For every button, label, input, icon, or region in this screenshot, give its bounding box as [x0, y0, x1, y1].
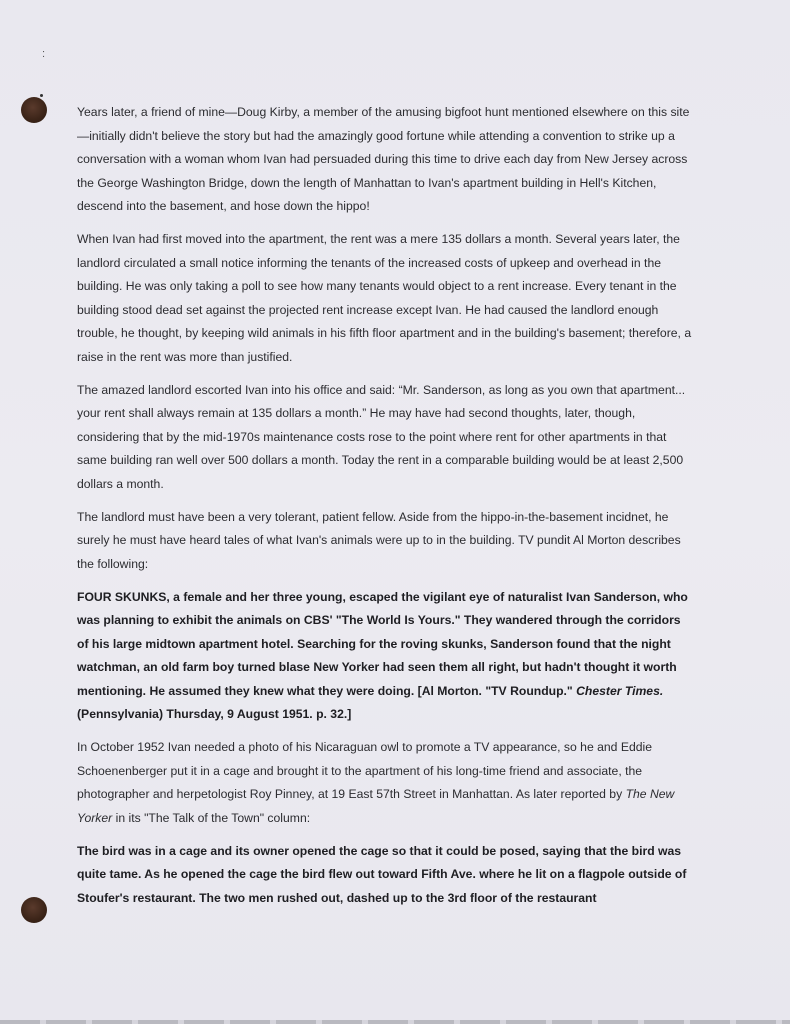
paragraph-doug-kirby: Years later, a friend of mine—Doug Kirby, a member of the amusing bigfoot hunt mentioned elsewhere on this site—initially didn't believe the story but had the amazingly good fortune while attending a convention to strike up a conversation with a woman whom Ivan had persuaded during this time to drive each day from New Jersey across the George Washington Bridge, down the length of Manhattan to Ivan's apartment building in Hell's Kitchen, descend into the basement, and hose down the hippo! [77, 105, 690, 213]
punch-hole-top [21, 97, 47, 123]
paragraph-owl-before: In October 1952 Ivan needed a photo of his Nicaraguan owl to promote a TV appearance, so he and Eddie Schoenenberger put it in a cage and brought it to the apartment of his long-time friend and associate, the photographer and herpetologist Roy Pinney, at 19 East 57th Street in Manhattan. As later reported by [77, 740, 653, 801]
stray-mark: : [42, 48, 46, 60]
quote-four-skunks-text: FOUR SKUNKS, a female and her three young, escaped the vigilant eye of naturalist Ivan Sanderson, who was planning to exhibit the animals on CBS' "The World Is Yours." They wandered through the corridors of his large midtown apartment hotel. Searching for the roving skunks, Sanderson found that the night watchman, an old farm boy turned blase New Yorker had seen them all right, but hadn't thought it worth mentioning. He assumed they knew what they were doing. [Al Morton. "TV Roundup." [77, 589, 688, 698]
page-bottom-edge [0, 1020, 790, 1024]
paragraph-owl [77, 736, 692, 830]
quote-source-italic: Chester Times. [576, 683, 664, 698]
paragraph-landlord: The amazed landlord escorted Ivan into his office and said: “Mr. Sanderson, as long as you own that apartment... your rent shall always remain at 135 dollars a month.” He may have had second thoughts, later, though, considering that by the mid-1970s maintenance costs rose to the point where rent for other apartments in that same building ran well over 500 dollars a month. Today the rent in a comparable building would be at least 2,500 dollars a month. [77, 382, 686, 491]
quote-four-skunks [77, 586, 692, 727]
quote-bird: The bird was in a cage and its owner opened the cage so that it could be posed, saying that the bird was quite tame. As he opened the cage the bird flew out toward Fifth Ave. where he lit on a flagpole outside of Stoufer's restaurant. The two men rushed out, dashed up to the 3rd floor of the restaurant [77, 843, 687, 905]
paragraph-tolerant-landlord: The landlord must have been a very tolerant, patient fellow. Aside from the hippo-in-the-basement incidnet, he surely he must have heard tales of what Ivan's animals were up to in the building. TV pundit Al Morton describes the following: [77, 509, 681, 571]
quote-source-rest: (Pennsylvania) Thursday, 9 August 1951. p. 32.] [77, 707, 352, 721]
document-body [77, 101, 692, 920]
paragraph-owl-after: in its "The Talk of the Town" column: [112, 810, 311, 825]
paragraph-rent: When Ivan had first moved into the apartment, the rent was a mere 135 dollars a month. Several years later, the landlord circulated a small notice informing the tenants of the increased costs of upkeep and overhead in the building. He was only taking a poll to see how many tenants would object to a rent increase. Every tenant in the building stood dead set against the projected rent increase except Ivan. He had caused the landlord enough trouble, he thought, by keeping wild animals in his fifth floor apartment and in the building's basement; therefore, a raise in the rent was more than justified. [77, 232, 692, 364]
punch-hole-bottom [21, 897, 47, 923]
stray-dot [40, 94, 43, 97]
paragraph-owl-publication: The New Yorker [77, 787, 675, 825]
